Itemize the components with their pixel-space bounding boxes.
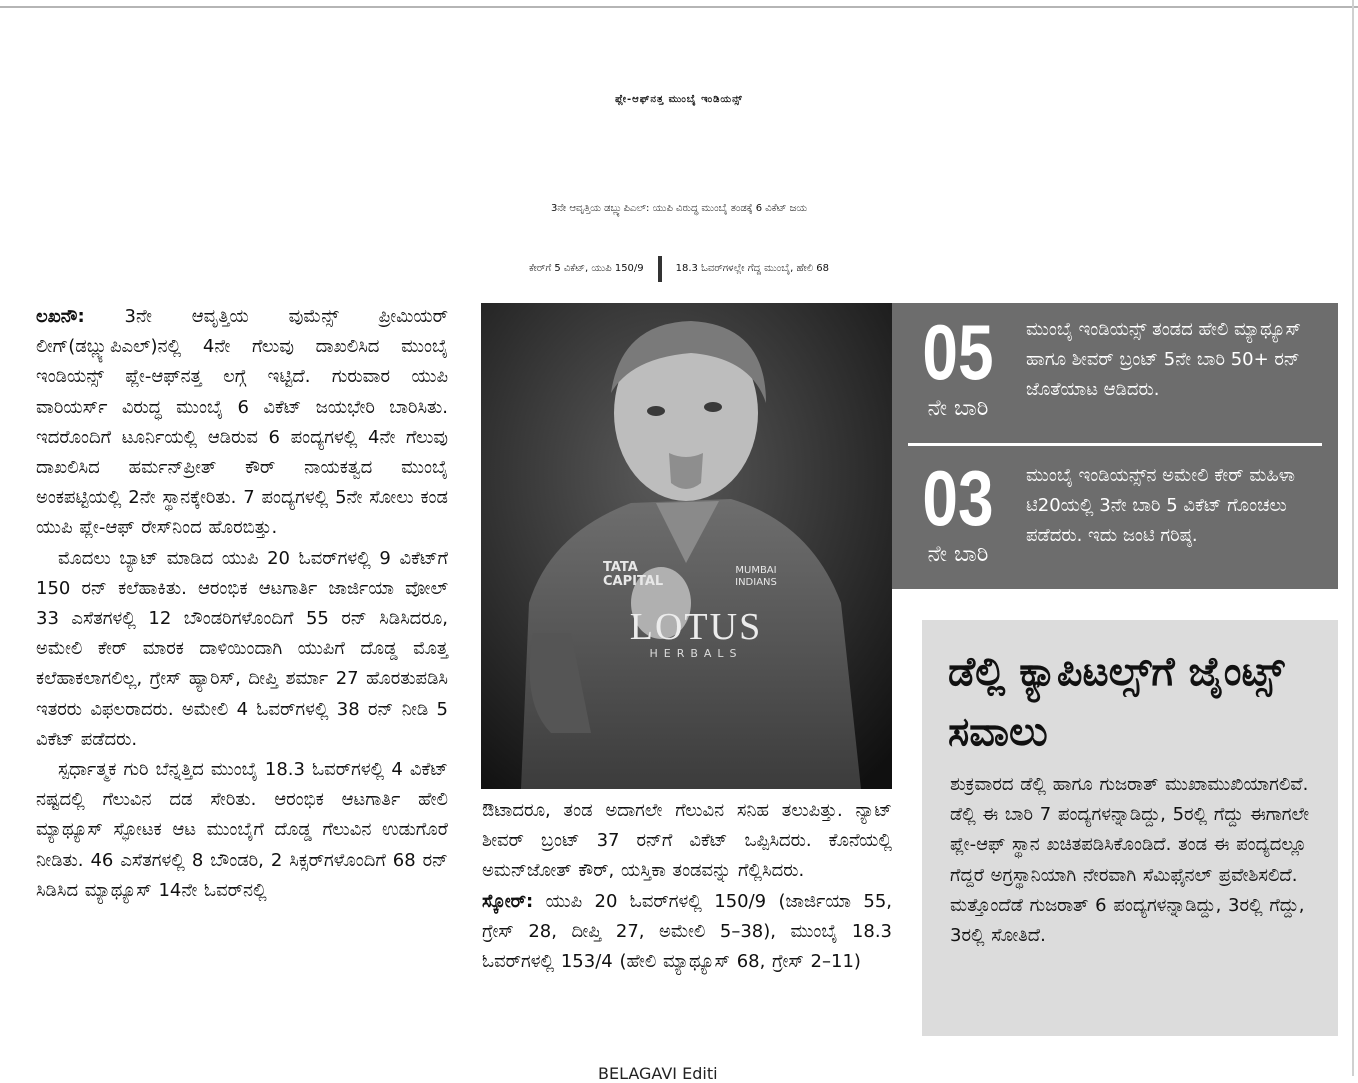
article-paragraph-4: ಔಟಾದರೂ, ತಂಡ ಅದಾಗಲೇ ಗೆಲುವಿನ ಸನಿಹ ತಲುಪಿತ್ತು. ನ್ಯಾಟ್ ಶೀವರ್ ಬ್ರಂಟ್ 37 ರನ್‌ಗೆ ವಿಕೆಟ್ ಒಪ್ಪಿಸಿದರು. ಕೊನೆಯಲ್ಲಿ ಅಮನ್‌ಜೋತ್ ಕೌರ್, ಯಸ್ತಿಕಾ ತಂಡವನ್ನು ಗೆಲ್ಲಿಸಿದರು.: [482, 800, 892, 882]
article-p1-text: 3ನೇ ಆವೃತ್ತಿಯ ವುಮೆನ್ಸ್ ಪ್ರೀಮಿಯರ್ ಲೀಗ್(ಡಬ್ಲ್ಯುಪಿಎಲ್)ನಲ್ಲಿ 4ನೇ ಗೆಲುವು ದಾಖಲಿಸಿದ ಮುಂಬೈ ಇಂಡಿಯನ್ಸ್ ಪ್ಲೇ-ಆಫ್‌ನತ್ತ ಲಗ್ಗೆ ಇಟ್ಟಿದೆ. ಗುರುವಾರ ಯುಪಿ ವಾರಿಯರ್ಸ್ ವಿರುದ್ಧ ಮುಂಬೈ 6 ವಿಕೆಟ್ ಜಯಭೇರಿ ಬಾರಿಸಿತು. ಇದರೊಂದಿಗೆ ಟೂರ್ನಿಯಲ್ಲಿ ಆಡಿರುವ 6 ಪಂದ್ಯಗಳಲ್ಲಿ 4ನೇ ಗೆಲುವು ದಾಖಲಿಸಿದ ಹರ್ಮನ್‌ಪ್ರೀತ್ ಕೌರ್ ನಾಯಕತ್ವದ ಮುಂಬೈ ಅಂಕಪಟ್ಟಿಯಲ್ಲಿ 2ನೇ ಸ್ಥಾನಕ್ಕೇರಿತು. 7 ಪಂದ್ಯಗಳಲ್ಲಿ 5ನೇ ಸೋಲು ಕಂಡ ಯುಪಿ ಪ್ಲೇ-ಆಫ್ ರೇಸ್‌ನಿಂದ ಹೊರಬಿತ್ತು.: [36, 306, 448, 539]
stat-label: ನೇ ಬಾರಿ: [927, 542, 989, 567]
score-text: ಯುಪಿ 20 ಓವರ್‌ಗಳಲ್ಲಿ 150/9 (ಜಾರ್ಜಿಯಾ 55, ಗ್ರೇಸ್ 28, ದೀಪ್ತಿ 27, ಅಮೇಲಿ 5–38), ಮುಂಬೈ 18.3 ಓವರ್‌ಗಳಲ್ಲಿ 153/4 (ಹೇಲಿ ಮ್ಯಾಥ್ಯೂಸ್ 68, ಗ್ರೇಸ್ 2–11): [482, 890, 892, 973]
deck-line-2: [0, 244, 1358, 294]
score-label: ಸ್ಕೋರ್:: [482, 890, 534, 912]
headline: ಪ್ಲೇ-ಆಫ್‌ನತ್ತ ಮುಂಬೈ ಇಂಡಿಯನ್ಸ್: [615, 94, 743, 105]
stat-item: [892, 449, 1338, 589]
team-badge: MUMBAI INDIANS: [735, 565, 777, 588]
deck-line-2-left: ಕೇರ್‌ಗೆ 5 ವಿಕೆಟ್, ಯುಪಿ 150/9: [529, 263, 644, 274]
stat-divider: [908, 443, 1322, 446]
article-column-left: [36, 302, 448, 906]
stat-number: 05: [922, 308, 994, 396]
article-paragraph-3: ಸ್ಪರ್ಧಾತ್ಮಕ ಗುರಿ ಬೆನ್ನತ್ತಿದ ಮುಂಬೈ 18.3 ಓವರ್‌ಗಳಲ್ಲಿ 4 ವಿಕೆಟ್ ನಷ್ಟದಲ್ಲಿ ಗೆಲುವಿನ ದಡ ಸೇರಿತು. ಆರಂಭಿಕ ಆಟಗಾರ್ತಿ ಹೇಲಿ ಮ್ಯಾಥ್ಯೂಸ್ ಸ್ಫೋಟಕ ಆಟ ಮುಂಬೈಗೆ ದೊಡ್ಡ ಗೆಲುವಿನ ಉಡುಗೊರೆ ನೀಡಿತು. 46 ಎಸೆತಗಳಲ್ಲಿ 8 ಬೌಂಡರಿ, 2 ಸಿಕ್ಸರ್‌ಗಳೊಂದಿಗೆ 68 ರನ್ ಸಿಡಿಸಿದ ಮ್ಯಾಥ್ಯೂಸ್ 14ನೇ ಓವರ್‌ನಲ್ಲಿ: [36, 759, 448, 901]
deck-separator: [658, 256, 662, 282]
stat-number: 03: [922, 454, 994, 542]
sidebar-text: ಶುಕ್ರವಾರದ ಡೆಲ್ಲಿ ಹಾಗೂ ಗುಜರಾತ್ ಮುಖಾಮುಖಿಯಾಗಲಿವೆ. ಡೆಲ್ಲಿ ಈ ಬಾರಿ 7 ಪಂದ್ಯಗಳನ್ನಾಡಿದ್ದು, 5ರಲ್ಲಿ ಗೆದ್ದು ಈಗಾಗಲೇ ಪ್ಲೇ-ಆಫ್ ಸ್ಥಾನ ಖಚಿತಪಡಿಸಿಕೊಂಡಿದೆ. ತಂಡ ಈ ಪಂದ್ಯದಲ್ಲೂ ಗೆದ್ದರೆ ಅಗ್ರಸ್ಥಾನಿಯಾಗಿ ನೇರವಾಗಿ ಸೆಮಿಫೈನಲ್ ಪ್ರವೇಶಿಸಲಿದೆ. ಮತ್ತೊಂದೆಡೆ ಗುಜರಾತ್ 6 ಪಂದ್ಯಗಳನ್ನಾಡಿದ್ದು, 3ರಲ್ಲಿ ಗೆದ್ದು, 3ರಲ್ಲಿ ಸೋತಿದೆ.: [950, 774, 1310, 947]
stat-label: ನೇ ಬಾರಿ: [927, 396, 989, 421]
page-edge-rule: [1352, 0, 1354, 1076]
article-paragraph-1: [36, 302, 448, 544]
article-column-middle: [482, 796, 892, 977]
jersey-sponsor: TATA CAPITAL: [603, 560, 664, 589]
player-photo-image: [481, 303, 892, 789]
stats-panel: [892, 303, 1338, 589]
top-rule: [0, 6, 1358, 8]
deck-line-1: 3ನೇ ಆವೃತ್ತಿಯ ಡಬ್ಲ್ಯುಪಿಎಲ್: ಯುಪಿ ವಿರುದ್ಧ ಮುಂಬೈ ತಂಡಕ್ಕೆ 6 ವಿಕೆಟ್ ಜಯ: [550, 203, 808, 214]
jersey-brand: LOTUS: [629, 606, 763, 648]
stat-text: ಮುಂಬೈ ಇಂಡಿಯನ್ಸ್ ತಂಡದ ಹೇಲಿ ಮ್ಯಾಥ್ಯೂಸ್ ಹಾಗೂ ಶೀವರ್ ಬ್ರಂಟ್ 5ನೇ ಬಾರಿ 50+ ರನ್ ಜೊತೆಯಾಟ ಆಡಿದರು.: [1026, 319, 1301, 400]
stat-item: [892, 303, 1338, 443]
dateline: ಲಖನೌ:: [36, 306, 85, 327]
score-line: [482, 887, 892, 978]
player-photo: [481, 303, 892, 789]
article-paragraph-2: ಮೊದಲು ಬ್ಯಾಟ್ ಮಾಡಿದ ಯುಪಿ 20 ಓವರ್‌ಗಳಲ್ಲಿ 9 ವಿಕೆಟ್‌ಗೆ 150 ರನ್ ಕಲೆಹಾಕಿತು. ಆರಂಭಿಕ ಆಟಗಾರ್ತಿ ಜಾರ್ಜಿಯಾ ವೋಲ್ 33 ಎಸೆತಗಳಲ್ಲಿ 12 ಬೌಂಡರಿಗಳೊಂದಿಗೆ 55 ರನ್ ಸಿಡಿಸಿದರೂ, ಅಮೇಲಿ ಕೇರ್ ಮಾರಕ ದಾಳಿಯಿಂದಾಗಿ ಯುಪಿಗೆ ದೊಡ್ಡ ಮೊತ್ತ ಕಲೆಹಾಕಲಾಗಲಿಲ್ಲ, ಗ್ರೇಸ್ ಹ್ಯಾರಿಸ್, ದೀಪ್ತಿ ಶರ್ಮಾ 27 ಹೊರತುಪಡಿಸಿ ಇತರರು ವಿಫಲರಾದರು. ಅಮೇಲಿ 4 ಓವರ್‌ಗಳಲ್ಲಿ 38 ರನ್ ನೀಡಿ 5 ವಿಕೆಟ್ ಪಡೆದರು.: [36, 547, 448, 750]
deck-line-2-right: 18.3 ಓವರ್‌ಗಳಲ್ಲೇ ಗೆದ್ದ ಮುಂಬೈ, ಹೇಲಿ 68: [675, 263, 829, 274]
edition-footer: BELAGAVI Editi: [598, 1064, 718, 1083]
stat-text: ಮುಂಬೈ ಇಂಡಿಯನ್ಸ್‌ನ ಅಮೇಲಿ ಕೇರ್ ಮಹಿಳಾ ಟಿ20ಯಲ್ಲಿ 3ನೇ ಬಾರಿ 5 ವಿಕೆಟ್ ಗೊಂಚಲು ಪಡೆದರು. ಇದು ಜಂಟಿ ಗರಿಷ್ಠ.: [1026, 465, 1295, 546]
sidebar-title: ಡೆಲ್ಲಿ ಕ್ಯಾಪಿಟಲ್ಸ್‌ಗೆ ಜೈಂಟ್ಸ್ ಸವಾಲು: [948, 649, 1285, 755]
jersey-brand-sub: HERBALS: [649, 647, 743, 660]
